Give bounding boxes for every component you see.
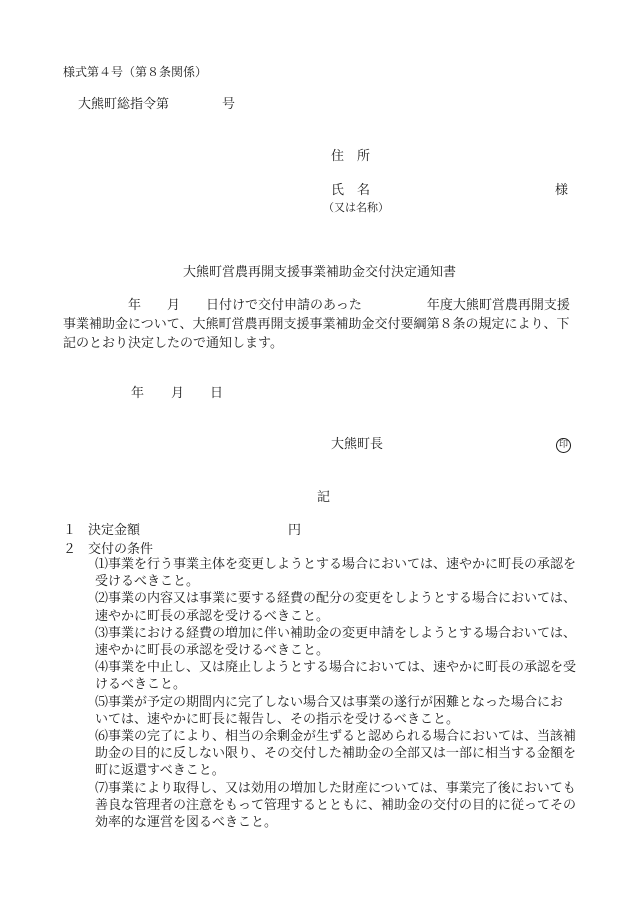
item-2-number: ２ [63,542,77,557]
condition-item [95,780,595,832]
document-number-prefix: 大熊町総指令第 [78,97,170,112]
address-label: 住 所 [331,149,371,164]
body-line: 事業補助金について、大熊町営農再開支援事業補助金交付要綱第８条の規定により、下 [63,317,570,332]
date-day: 日 [210,386,224,401]
condition-line: ⑹事業の完了により、相当の余剰金が生ずると認められる場合においては、当該補 [95,729,577,745]
item-2-label: 交付の条件 [88,542,154,557]
name-label: 氏 名 [331,183,371,198]
condition-line: けるべきこと。 [95,677,187,693]
date-year: 年 [131,386,145,401]
condition-item [95,556,595,590]
condition-line: 速やかに町長の承認を受けるべきこと。 [95,608,330,624]
body-line: 年 月 日付けで交付申請のあった 年度大熊町営農再開支援 [63,298,570,313]
form-label: 様式第４号（第８条関係） [63,65,208,79]
issuer-name: 大熊町長 [331,437,384,452]
condition-item [95,659,595,693]
condition-line: 善良な管理者の注意をもって管理するとともに、補助金の交付の目的に従ってその [95,797,577,813]
document-title: 大熊町営農再開支援事業補助金交付決定通知書 [183,265,457,280]
condition-line: 受けるべきこと。 [95,574,200,590]
condition-line: 助金の目的に反しない限り、その交付した補助金の全部又は一部に相当する金額を [95,746,577,762]
item-1-number: １ [63,523,77,538]
body-paragraph [63,296,593,353]
ki-heading: 記 [317,490,331,505]
document-number-suffix: 号 [222,97,236,112]
seal-glyph: 印 [556,438,571,453]
condition-item [95,590,595,624]
condition-line: ⑸事業が予定の期間内に完了しない場合又は事業の遂行が困難となった場合にお [95,694,564,710]
condition-item [95,728,595,780]
body-line: 記のとおり決定したので通知します。 [63,336,283,351]
conditions-list [95,556,595,831]
condition-line: いては、速やかに町長に報告し、その指示を受けるべきこと。 [95,711,460,727]
honorific: 様 [555,183,569,198]
item-1-unit: 円 [288,523,302,538]
condition-line: ⑴事業を行う事業主体を変更しようとする場合においては、速やかに町長の承認を [95,557,577,572]
date-month: 月 [171,386,185,401]
condition-item [95,694,595,728]
condition-line: ⑷事業を中止し、又は廃止しようとする場合においては、速やかに町長の承認を受 [95,660,577,676]
condition-item [95,625,595,659]
name-note: （又は名称） [323,201,389,214]
condition-line: ⑶事業における経費の増加に伴い補助金の変更申請をしようとする場合おいては、 [95,625,577,641]
seal-mark [556,437,571,453]
item-1-label: 決定金額 [88,523,141,538]
condition-line: 効率的な運営を図るべきこと。 [95,815,278,831]
condition-line: 町に返還すべきこと。 [95,763,225,779]
condition-line: ⑺事業により取得し、又は効用の増加した財産については、事業完了後においても [95,780,576,796]
condition-line: ⑵事業の内容又は事業に要する経費の配分の変更をしようとする場合においては、 [95,591,577,607]
condition-line: 速やかに町長の承認を受けるべきこと。 [95,643,330,659]
